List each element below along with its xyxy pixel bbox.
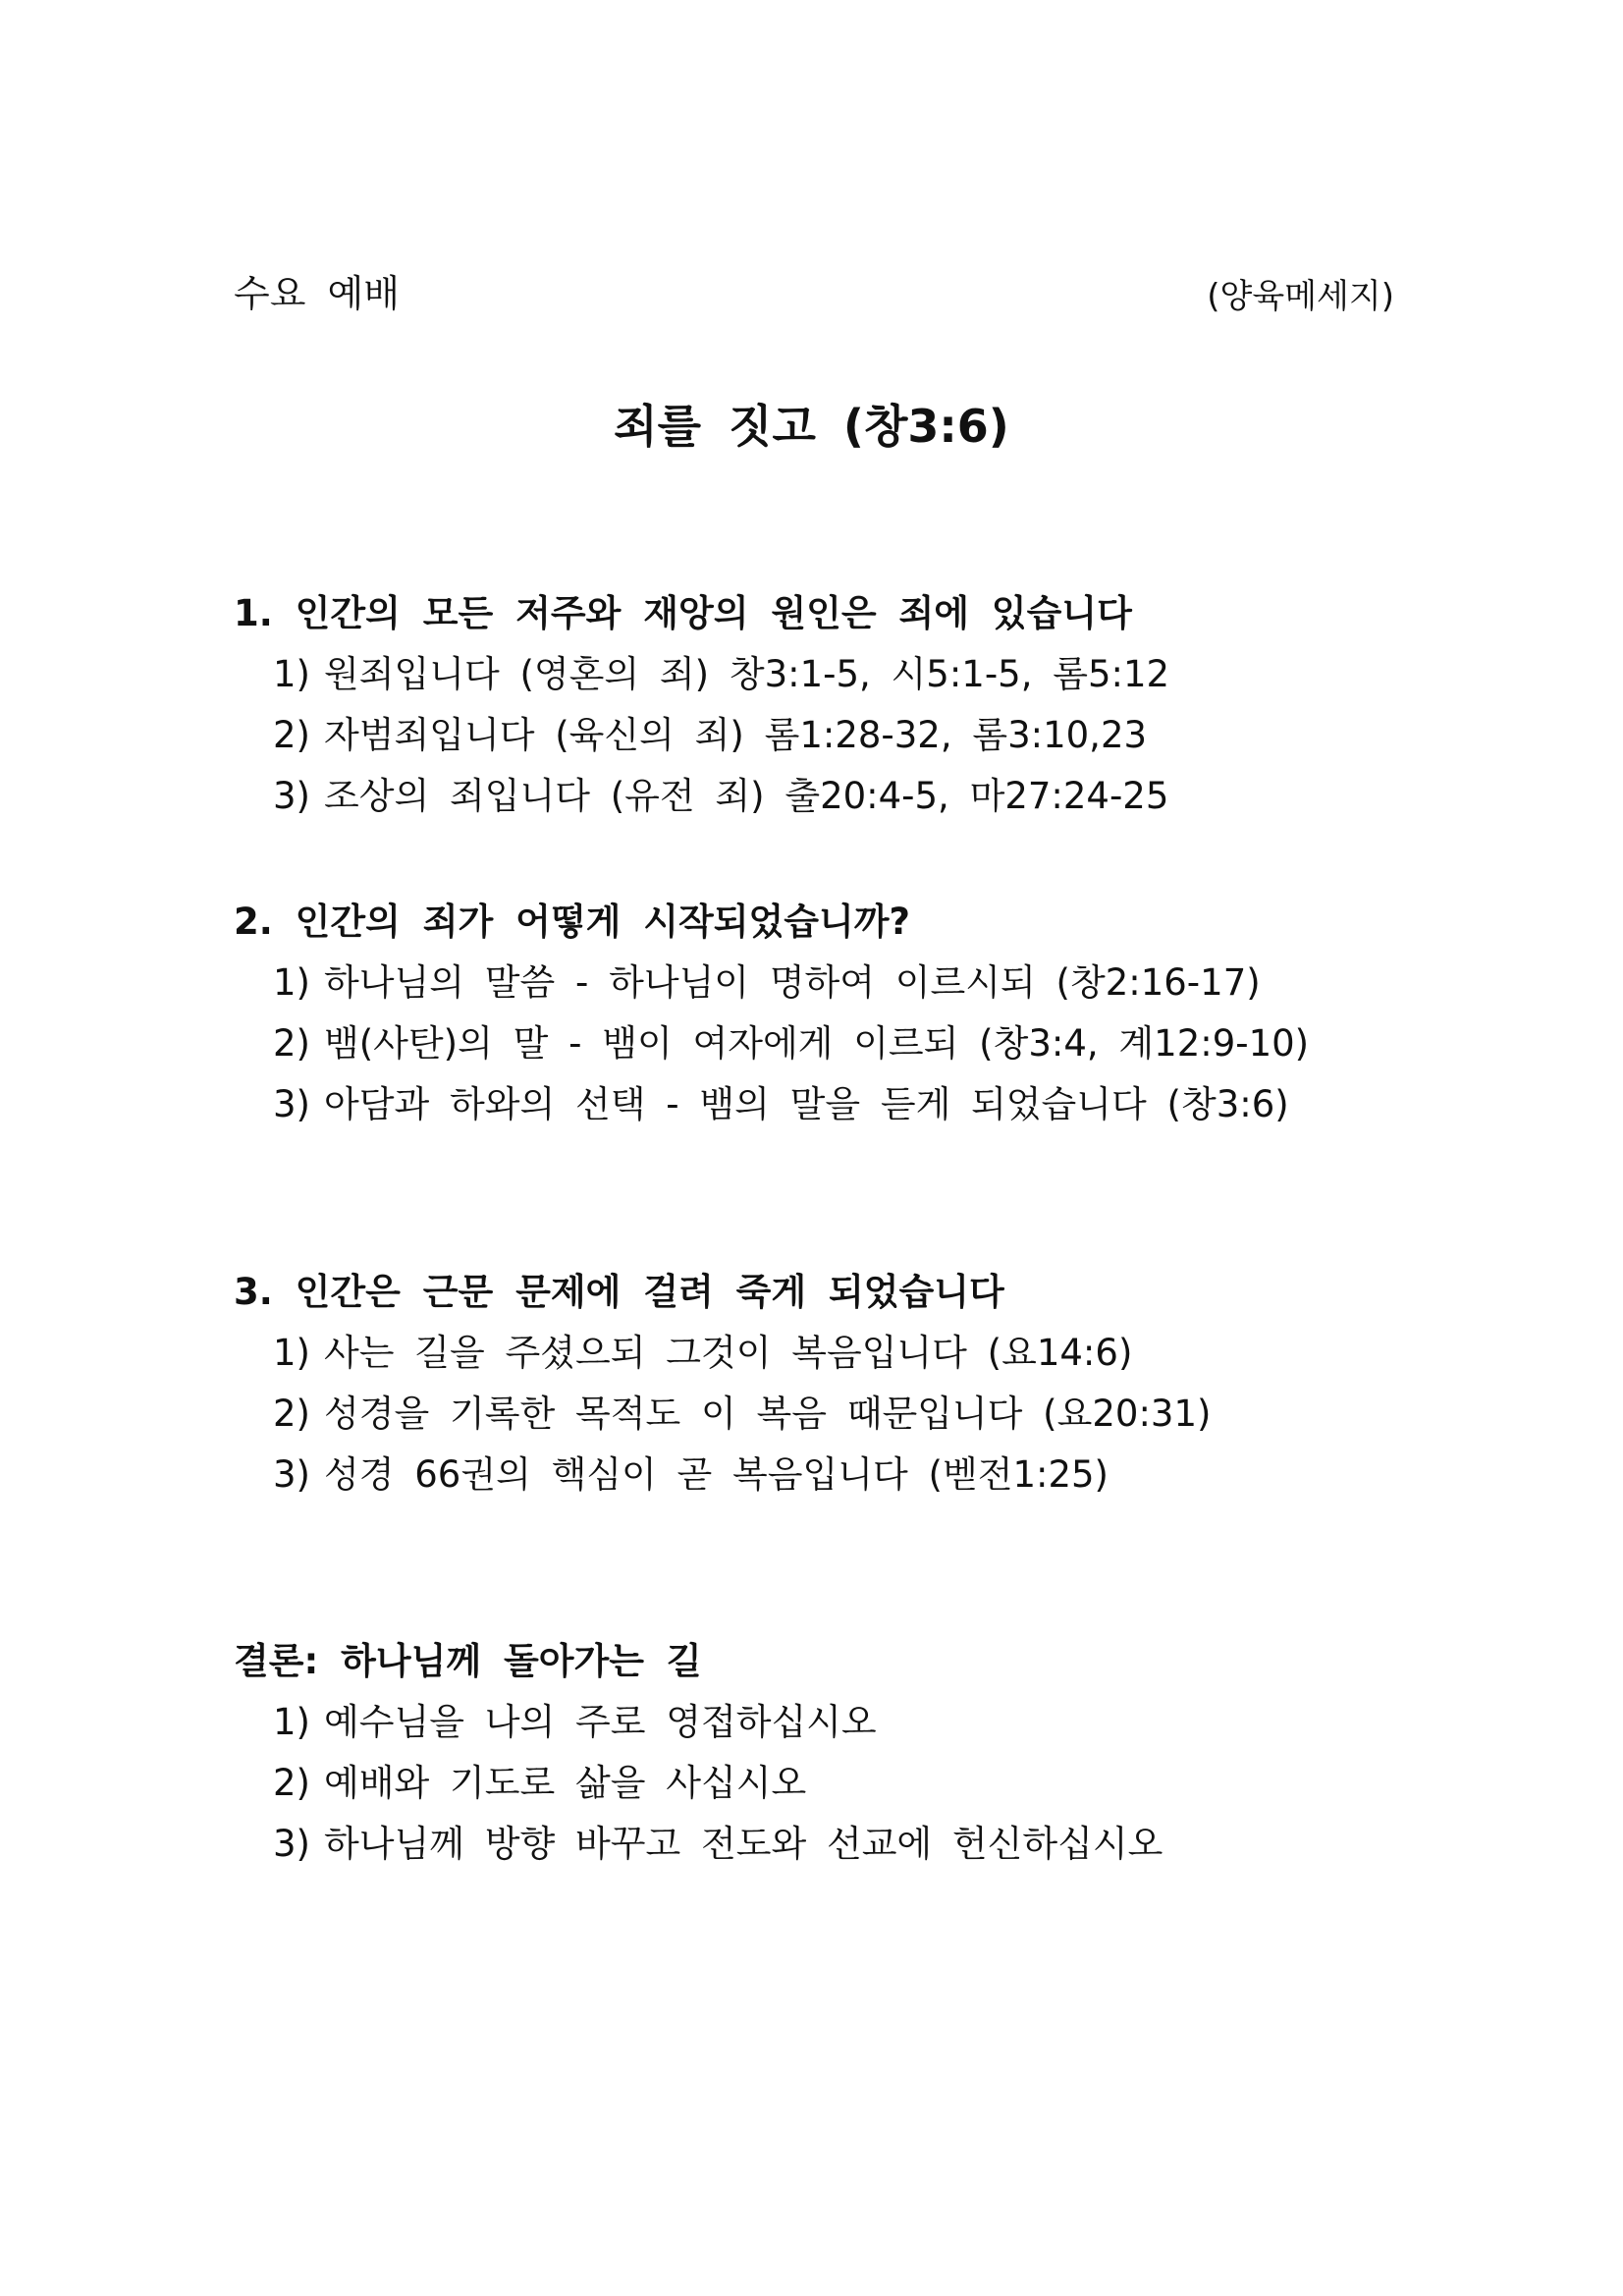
item-text: 뱀(사탄)의 말 - 뱀이 여자에게 이르되 (창3:4, 계12:9-10) bbox=[324, 1022, 1310, 1065]
item-text: 원죄입니다 (영혼의 죄) 창3:1-5, 시5:1-5, 롬5:12 bbox=[324, 653, 1170, 695]
item-text: 자범죄입니다 (육신의 죄) 롬1:28-32, 롬3:10,23 bbox=[324, 714, 1148, 756]
service-label: 수요 예배 bbox=[234, 272, 400, 315]
item-text: 아담과 하와의 선택 - 뱀의 말을 듣게 되었습니다 (창3:6) bbox=[324, 1083, 1289, 1125]
item-number: 3) bbox=[273, 775, 310, 817]
item-number: 2) bbox=[273, 1762, 310, 1804]
item-number: 2) bbox=[273, 714, 310, 756]
item-text: 성경을 기록한 목적도 이 복음 때문입니다 (요20:31) bbox=[324, 1393, 1212, 1435]
category-label: (양육메세지) bbox=[1207, 277, 1394, 316]
item-text: 예배와 기도로 삶을 사십시오 bbox=[324, 1762, 807, 1804]
item-text: 성경 66권의 핵심이 곧 복음입니다 (벧전1:25) bbox=[324, 1453, 1109, 1496]
list-item bbox=[234, 1323, 1412, 1384]
list-item bbox=[234, 1814, 1412, 1875]
item-text: 하나님께 방향 바꾸고 전도와 선교에 헌신하십시오 bbox=[324, 1823, 1163, 1865]
section-1 bbox=[234, 583, 1412, 827]
item-number: 2) bbox=[273, 1393, 310, 1435]
section-heading: 2. 인간의 죄가 어떻게 시작되었습니까? bbox=[234, 901, 910, 943]
item-number: 3) bbox=[273, 1823, 310, 1865]
list-item bbox=[234, 953, 1412, 1013]
item-text: 조상의 죄입니다 (유전 죄) 출20:4-5, 마27:24-25 bbox=[324, 775, 1169, 817]
item-number: 1) bbox=[273, 1332, 310, 1374]
item-text: 하나님의 말씀 - 하나님이 명하여 이르시되 (창2:16-17) bbox=[324, 961, 1261, 1004]
list-item bbox=[234, 1384, 1412, 1445]
list-item bbox=[234, 766, 1412, 827]
section-2 bbox=[234, 892, 1412, 1135]
section-heading: 1. 인간의 모든 저주와 재앙의 원인은 죄에 있습니다 bbox=[234, 592, 1132, 634]
list-item bbox=[234, 1753, 1412, 1814]
item-number: 3) bbox=[273, 1453, 310, 1496]
item-text: 예수님을 나의 주로 영접하십시오 bbox=[324, 1701, 877, 1743]
item-number: 1) bbox=[273, 961, 310, 1004]
item-number: 1) bbox=[273, 653, 310, 695]
section-heading: 3. 인간은 근문 문제에 걸려 죽게 되었습니다 bbox=[234, 1271, 1004, 1313]
section-heading: 결론: 하나님께 돌아가는 길 bbox=[234, 1640, 702, 1682]
section-conclusion bbox=[234, 1631, 1412, 1875]
list-item bbox=[234, 1074, 1412, 1135]
list-item bbox=[234, 1445, 1412, 1505]
item-number: 2) bbox=[273, 1022, 310, 1065]
item-number: 1) bbox=[273, 1701, 310, 1743]
item-number: 3) bbox=[273, 1083, 310, 1125]
list-item bbox=[234, 1692, 1412, 1753]
section-3 bbox=[234, 1262, 1412, 1505]
sermon-title: 죄를 짓고 (창3:6) bbox=[614, 400, 1009, 453]
list-item bbox=[234, 1013, 1412, 1074]
item-text: 사는 길을 주셨으되 그것이 복음입니다 (요14:6) bbox=[324, 1332, 1133, 1374]
list-item bbox=[234, 705, 1412, 766]
list-item bbox=[234, 644, 1412, 705]
